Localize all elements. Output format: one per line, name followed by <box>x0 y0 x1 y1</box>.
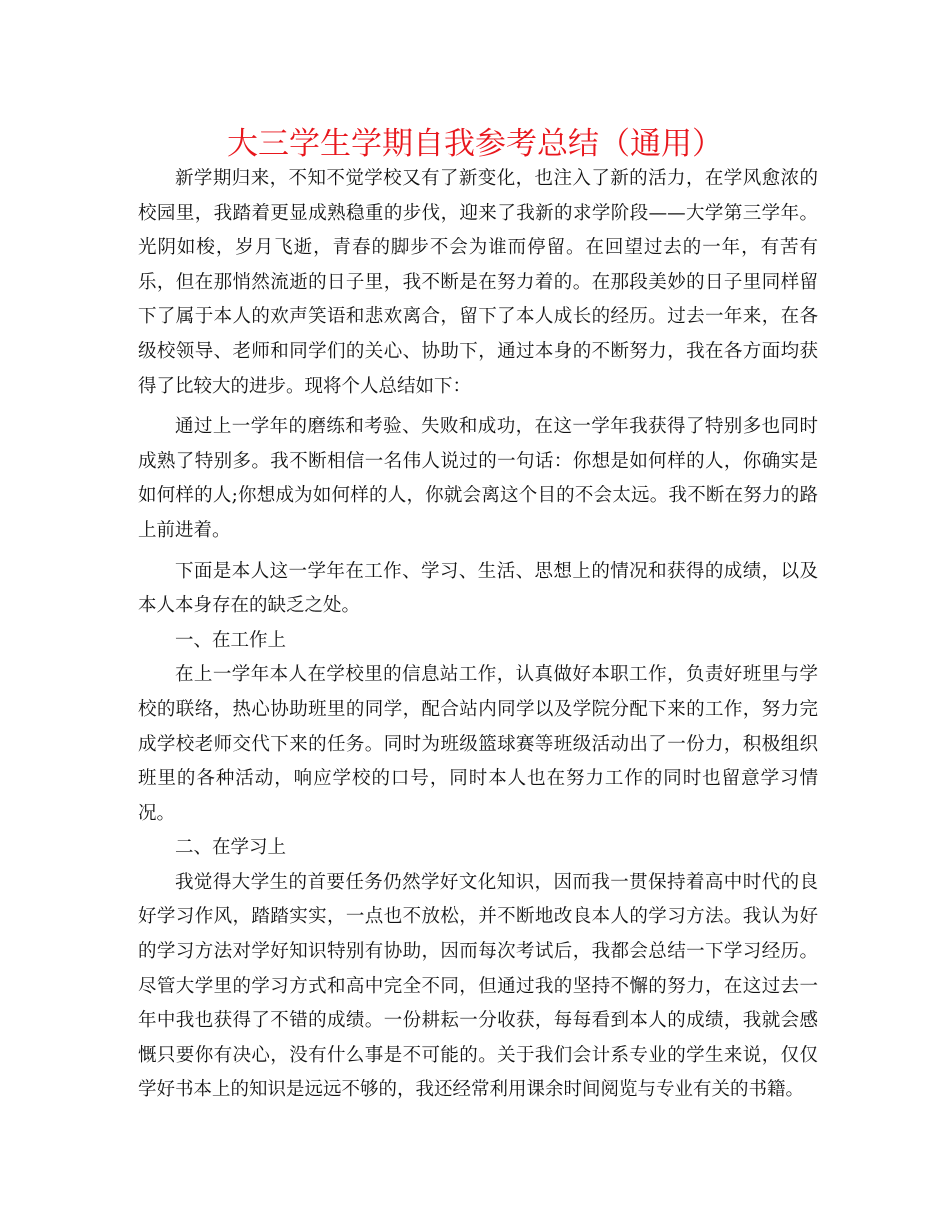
paragraph-overview: 下面是本人这一学年在工作、学习、生活、思想上的情况和获得的成绩，以及本人本身存在的缺乏之处。 <box>138 560 818 617</box>
section-heading-work: 一、在工作上 <box>175 629 287 651</box>
paragraph-reflection: 通过上一学年的磨练和考验、失败和成功，在这一学年我获得了特别多也同时成熟了特别多。我不断相信一名伟人说过的一句话：你想是如何样的人，你确实是如何样的人;你想成为如何样的人，你就会离这个目的不会太远。我不断在努力的路上前进着。 <box>138 416 818 541</box>
section-heading-study: 二、在学习上 <box>175 837 287 859</box>
paragraph-study: 我觉得大学生的首要任务仍然学好文化知识，因而我一贯保持着高中时代的良好学习作风，踏踏实实，一点也不放松，并不断地改良本人的学习方法。我认为好的学习方法对学好知识特别有协助，因而每次考试后，我都会总结一下学习经历。尽管大学里的学习方式和高中完全不同，但通过我的坚持不懈的努力，在这过去一年中我也获得了不错的成绩。一份耕耘一分收获，每每看到本人的成绩，我就会感慨只要你有决心，没有什么事是不可能的。关于我们会计系专业的学生来说，仅仅学好书本上的知识是远远不够的，我还经常利用课余时间阅览与专业有关的书籍。 <box>138 871 818 1101</box>
paragraph-intro: 新学期归来，不知不觉学校又有了新变化，也注入了新的活力，在学风愈浓的校园里，我踏着更显成熟稳重的步伐，迎来了我新的求学阶段——大学第三学年。光阴如梭，岁月飞逝，青春的脚步不会为谁而停留。在回望过去的一年，有苦有乐，但在那悄然流逝的日子里，我不断是在努力着的。在那段美妙的日子里同样留下了属于本人的欢声笑语和悲欢离合，留下了本人成长的经历。过去一年来，在各级校领导、老师和同学们的关心、协助下，通过本身的不断努力，我在各方面均获得了比较大的进步。现将个人总结如下： <box>138 168 818 397</box>
document-body <box>138 162 818 1108</box>
paragraph-work: 在上一学年本人在学校里的信息站工作，认真做好本职工作，负责好班里与学校的联络，热心协助班里的同学，配合站内同学以及学院分配下来的工作，努力完成学校老师交代下来的任务。同时为班级篮球赛等班级活动出了一份力，积极组织班里的各种活动，响应学校的口号，同时本人也在努力工作的同时也留意学习情况。 <box>138 664 818 824</box>
document-title: 大三学生学期自我参考总结（通用） <box>227 126 723 162</box>
